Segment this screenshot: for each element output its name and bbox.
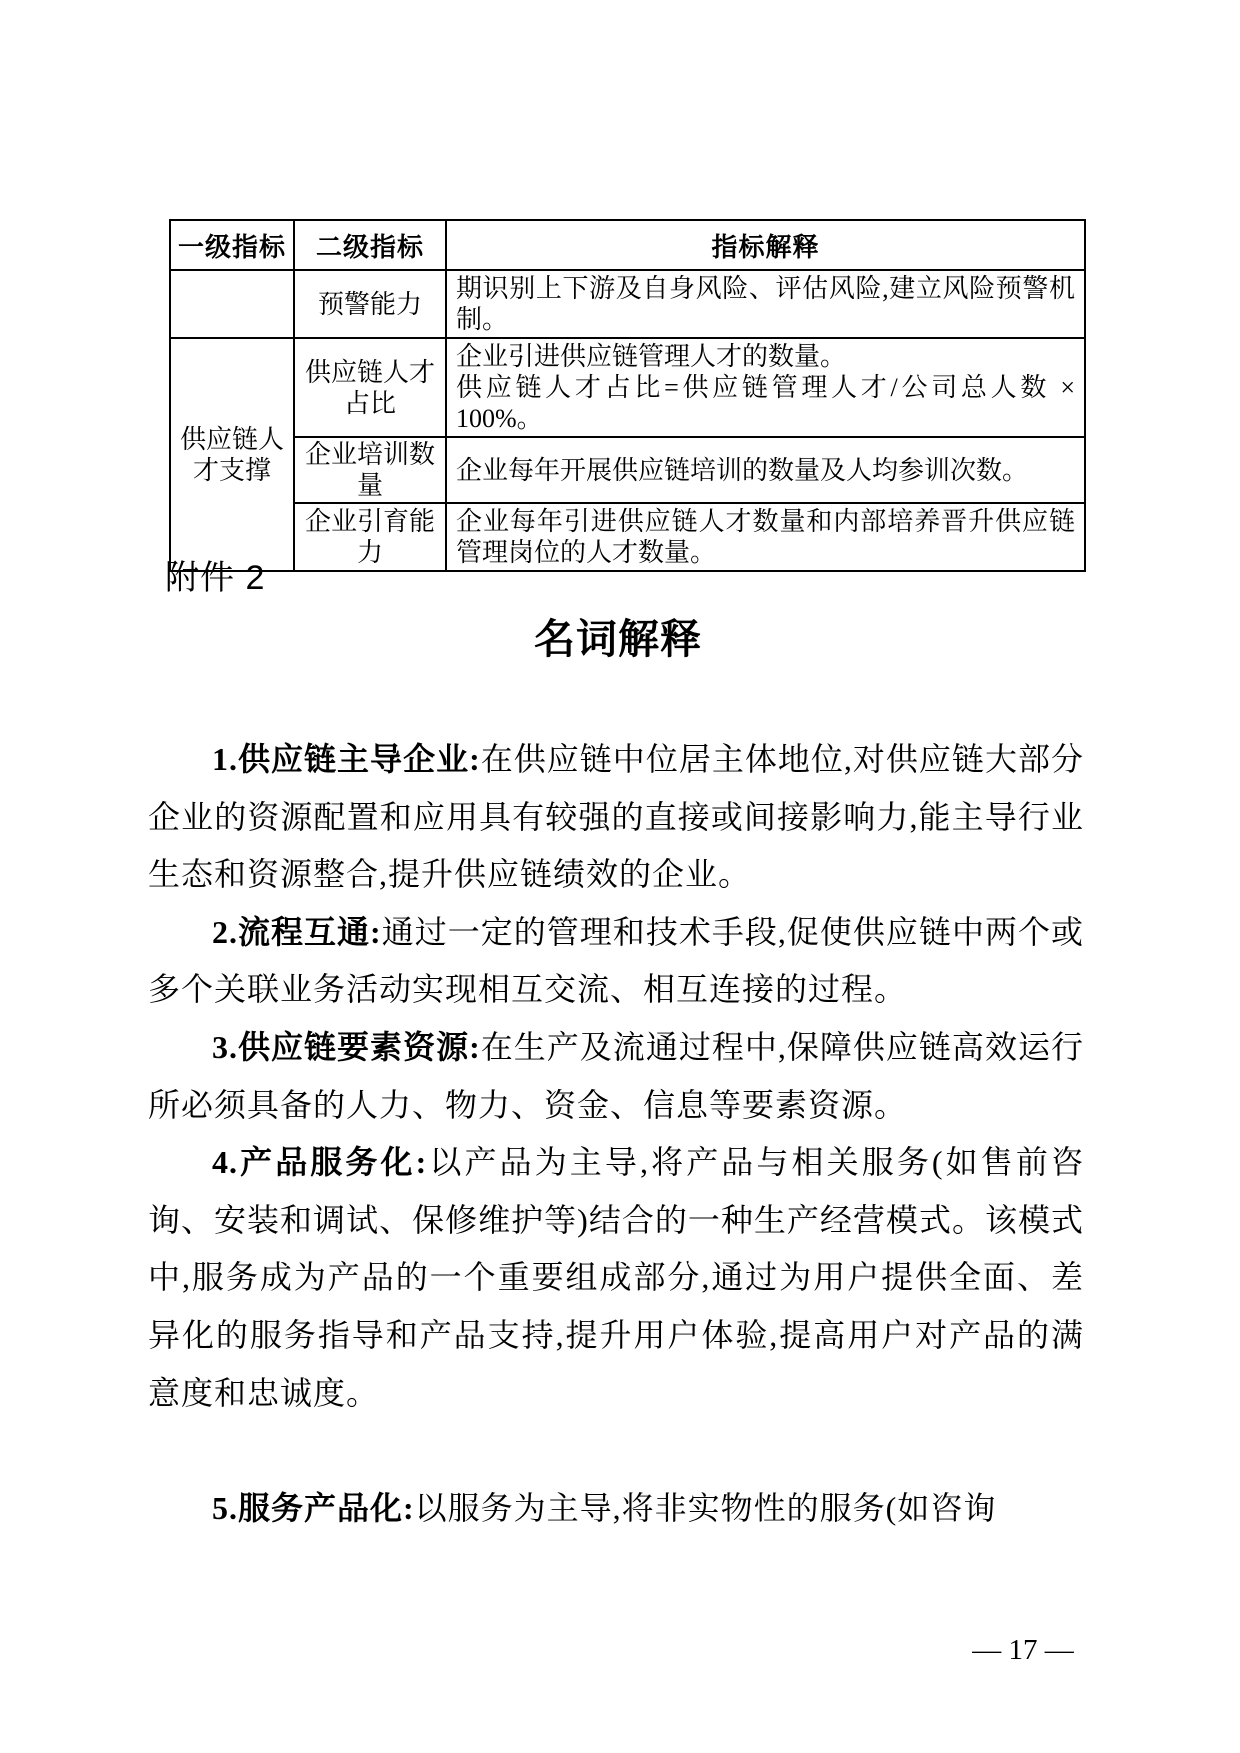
indicator-table (169, 219, 1086, 572)
explanation-line: 供应链人才占比=供应链管理人才/公司总人数 × 100%。 (456, 373, 1075, 433)
term-definition: 在生产及流通过程中,保障供应链高效运行所必须具备的人力、物力、资金、信息等要素资源。 (148, 1028, 1084, 1123)
explanation-line: 企业引进供应链管理人才的数量。 (456, 342, 847, 371)
table-row (170, 503, 1085, 571)
paragraph-definition-4 (148, 1134, 1084, 1422)
explanation-line: 期识别上下游及自身风险、评估风险,建立风险预警机制。 (456, 274, 1075, 334)
term-label: 3.供应链要素资源: (212, 1028, 481, 1065)
table-row (170, 270, 1085, 338)
table-header-row (170, 220, 1085, 270)
attachment-label: 附件 2 (165, 559, 266, 597)
paragraph-definition-5 (148, 1480, 1084, 1538)
term-label: 1.供应链主导企业: (212, 741, 481, 777)
header-indicator-explanation: 指标解释 (446, 220, 1085, 270)
term-definition: 以产品为主导,将产品与相关服务(如售前咨询、安装和调试、保修维护等)结合的一种生产经营模式。该模式中,服务成为产品的一个重要组成部分,通过为用户提供全面、差异化的服务指导和产品支持,提升用户体验,提高用户对产品的满意度和忠诚度。 (148, 1144, 1084, 1411)
cell-level1-empty (170, 270, 294, 338)
cell-level1-rowspan: 供应链人才支撑 (170, 338, 294, 571)
cell-level2: 企业引育能力 (294, 503, 446, 571)
table-row (170, 437, 1085, 503)
term-label: 4.产品服务化: (212, 1144, 428, 1181)
cell-level2: 预警能力 (294, 270, 446, 338)
cell-level2: 供应链人才占比 (294, 338, 446, 437)
cell-explanation (446, 503, 1085, 571)
term-label: 2.流程互通: (212, 913, 382, 950)
cell-level2: 企业培训数量 (294, 437, 446, 503)
paragraph-definition-2 (148, 904, 1084, 1019)
cell-explanation (446, 270, 1085, 338)
term-definition: 通过一定的管理和技术手段,促使供应链中两个或多个关联业务活动实现相互交流、相互连接的过程。 (148, 913, 1084, 1008)
explanation-line: 企业每年开展供应链培训的数量及人均参训次数。 (456, 455, 1029, 485)
page-title: 名词解释 (534, 616, 702, 662)
explanation-line: 企业每年引进供应链人才数量和内部培养晋升供应链管理岗位的人才数量。 (456, 507, 1075, 567)
cell-explanation (446, 338, 1085, 437)
paragraph-definition-3 (148, 1019, 1084, 1134)
table-row (170, 338, 1085, 437)
body-text (148, 731, 1084, 1538)
cell-explanation (446, 437, 1085, 503)
term-label: 5.服务产品化: (212, 1490, 415, 1527)
page-number: — 17 — (972, 1634, 1074, 1666)
term-definition: 以服务为主导,将非实物性的服务(如咨询 (414, 1490, 997, 1527)
header-level1-indicator: 一级指标 (170, 220, 294, 270)
term-definition: 在供应链中位居主体地位,对供应链大部分企业的资源配置和应用具有较强的直接或间接影响力,能主导行业生态和资源整合,提升供应链绩效的企业。 (148, 741, 1084, 893)
paragraph-definition-1 (148, 731, 1084, 904)
header-level2-indicator: 二级指标 (294, 220, 446, 270)
